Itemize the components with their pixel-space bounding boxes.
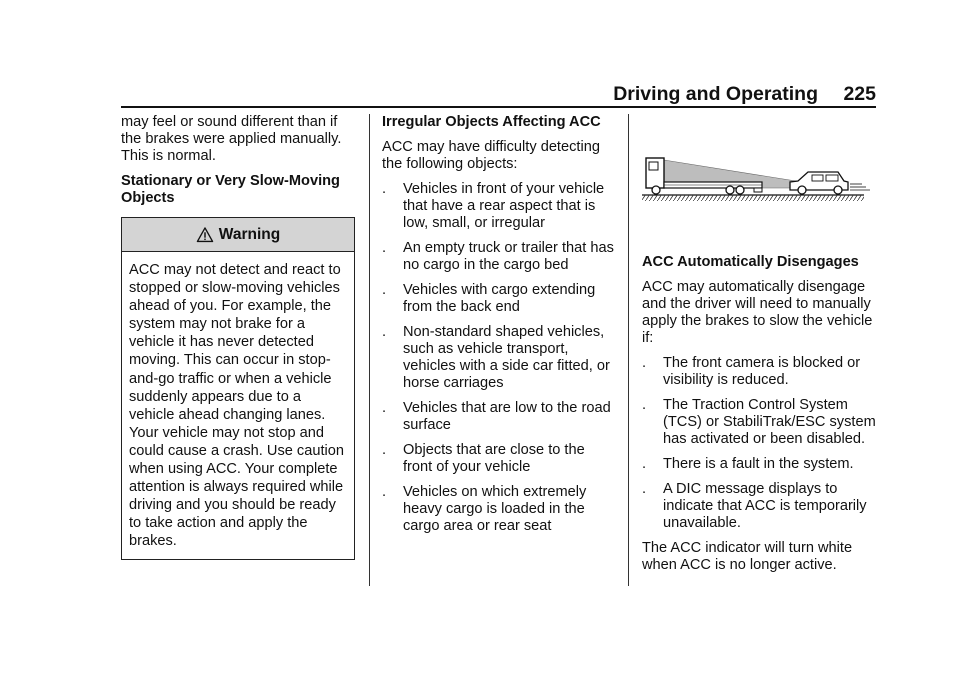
truck-and-car-radar-illustration [642,152,874,204]
acc-disengages-intro: ACC may automatically disengage and the driver will need to manually apply the brakes to slow the vehicle if: [642,279,873,346]
list-item [382,442,617,476]
list-item [642,481,878,532]
list-item [642,397,878,448]
trailer-bumper [754,188,762,192]
list-item [382,484,617,535]
bullet-mark: . [382,484,387,500]
ground-hatching [642,195,864,201]
page-number: 225 [843,83,876,105]
section-title: Driving and Operating [613,83,818,105]
list-item-text: Vehicles with cargo extending from the back end [403,282,596,315]
car-wheel [798,186,806,194]
list-item-text: Vehicles that are low to the road surface [403,400,611,433]
left-column [121,114,357,560]
bullet-mark: . [382,442,387,458]
column-divider-left [369,114,370,586]
irregular-objects-intro: ACC may have difficulty detecting the following objects: [382,139,600,172]
list-item-text: Vehicles in front of your vehicle that have a rear aspect that is low, small, or irregular [403,181,605,231]
car-window [812,175,823,181]
column-divider-right [628,114,629,586]
car-window [826,175,838,181]
list-item-text: Objects that are close to the front of your vehicle [403,442,585,475]
acc-disengages-heading: ACC Automatically Disengages [642,254,859,270]
acc-indicator-note: The ACC indicator will turn white when ACC is no longer active. [642,540,853,573]
list-item-text: A DIC message displays to indicate that ACC is temporarily unavailable. [663,481,867,531]
bullet-mark: . [382,240,387,256]
car-wheel [834,186,842,194]
bullet-mark: . [382,400,387,416]
bullet-mark: . [642,456,647,472]
truck-wheel [736,186,744,194]
list-item [382,324,617,392]
right-column [642,254,878,582]
list-item [382,400,617,434]
list-item-text: There is a fault in the system. [663,456,854,472]
list-item-text: Vehicles on which extremely heavy cargo is loaded in the cargo area or rear seat [403,484,587,534]
bullet-mark: . [382,181,387,197]
list-item-text: An empty truck or trailer that has no cargo in the cargo bed [403,240,614,273]
middle-column [382,114,617,543]
bullet-mark: . [382,324,387,340]
warning-title: Warning [218,226,281,243]
list-item [382,240,617,274]
warning-triangle-icon [196,226,214,244]
list-item-text: Non-standard shaped vehicles, such as vehicle transport, vehicles with a side car fitted, or horse carriages [403,324,610,391]
list-item [382,181,617,232]
irregular-objects-heading: Irregular Objects Affecting ACC [382,114,601,130]
truck-window [649,162,658,170]
list-item [642,456,878,473]
bullet-mark: . [642,397,647,413]
warning-body: ACC may not detect and react to stopped or slow-moving vehicles ahead of you. For example, the system may not brake for a vehicle it has never detected moving. This can occur in stop-and-go traffic or when a vehicle suddenly appears due to a vehicle ahead changing lanes. Your vehicle may not stop and could cause a crash. Use caution when using ACC. Your complete attention is always required while driving and you should be ready to take action and apply the brakes. [129,262,344,550]
warning-header [122,218,354,252]
truck-wheel [726,186,734,194]
intro-paragraph: may feel or sound different than if the brakes were applied manually. This is normal. [121,114,342,164]
irregular-objects-list [382,181,617,535]
bullet-mark: . [642,481,647,497]
header-rule [121,106,876,108]
bullet-mark: . [382,282,387,298]
list-item [382,282,617,316]
list-item [642,355,878,389]
truck-wheel [652,186,660,194]
acc-disengages-list [642,355,878,532]
list-item-text: The front camera is blocked or visibility is reduced. [663,355,861,388]
warning-box [121,217,355,560]
stationary-objects-heading: Stationary or Very Slow-Moving Objects [121,173,340,206]
bullet-mark: . [642,355,647,371]
list-item-text: The Traction Control System (TCS) or StabiliTrak/ESC system has activated or been disabled. [663,397,876,447]
